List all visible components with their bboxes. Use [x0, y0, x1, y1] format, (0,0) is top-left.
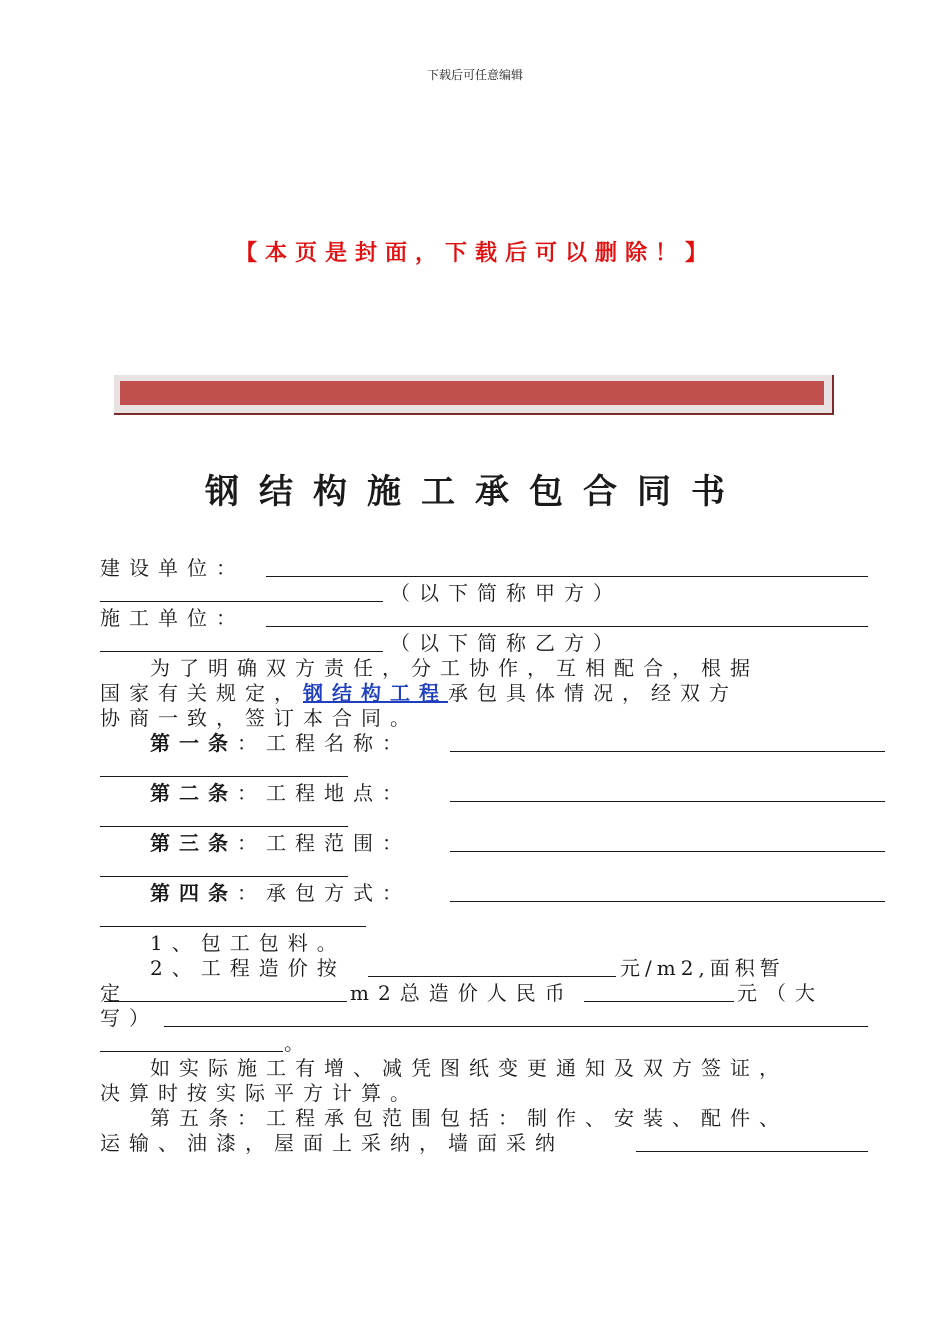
- title-banner-fill: [120, 381, 824, 405]
- project-name-blank: [450, 751, 885, 752]
- cover-note: 【本页是封面，下载后可以删除！】: [234, 240, 715, 266]
- builder-label: 建设单位：: [100, 556, 245, 580]
- article-4-label: 第四条: [150, 881, 237, 905]
- area-blank: [104, 1001, 347, 1002]
- item-2-period: 。: [284, 1031, 313, 1055]
- article-1: [150, 730, 411, 756]
- preamble-line-2: [100, 680, 738, 706]
- preamble-line-1: 为了明确双方责任，分工协作，互相配合，根据: [150, 656, 759, 680]
- article-1-label: 第一条: [150, 731, 237, 755]
- preamble-line-3: 协商一致，签订本合同。: [100, 706, 419, 730]
- article-3-label: 第三条: [150, 831, 237, 855]
- project-location-blank-cont: [100, 826, 348, 827]
- party-b-note: （以下简称乙方）: [390, 631, 622, 655]
- article-1-text: ：工程名称：: [237, 731, 411, 755]
- amount-words-blank: [164, 1026, 868, 1027]
- project-scope-blank: [450, 851, 885, 852]
- document-title: 钢结构施工承包合同书: [205, 472, 745, 512]
- preamble-text-a: 国家有关规定，: [100, 681, 303, 705]
- article-2-label: 第二条: [150, 781, 237, 805]
- article-2-text: ：工程地点：: [237, 781, 411, 805]
- builder-blank: [266, 576, 868, 577]
- article-5-line-1: 第五条：工程承包范围包括：制作、安装、配件、: [150, 1106, 788, 1130]
- contractor-label: 施工单位：: [100, 606, 245, 630]
- article-4-text: ：承包方式：: [237, 881, 411, 905]
- project-location-blank: [450, 801, 885, 802]
- contractor-blank: [266, 626, 868, 627]
- amount-words-blank-cont: [100, 1051, 283, 1052]
- item-2-line3: 写）: [100, 1006, 158, 1030]
- item-2-line2-end: 元（大: [737, 981, 824, 1005]
- builder-blank-cont: [100, 601, 383, 602]
- contract-mode-blank-cont: [100, 926, 366, 927]
- contractor-blank-cont: [100, 651, 383, 652]
- project-name-blank-cont: [100, 776, 348, 777]
- preamble-text-b: 承包具体情况，经双方: [448, 681, 738, 705]
- wall-material-blank: [636, 1151, 868, 1152]
- steel-structure-link[interactable]: 钢结构工程: [303, 681, 448, 705]
- item-2-line2-start: 定: [100, 981, 129, 1005]
- item-1: 1、包工包料。: [150, 931, 346, 955]
- article-3-text: ：工程范围：: [237, 831, 411, 855]
- adjustment-line-1: 如实际施工有增、减凭图纸变更通知及双方签证，: [150, 1056, 788, 1080]
- adjustment-line-2: 决算时按实际平方计算。: [100, 1081, 419, 1105]
- total-price-blank: [584, 1001, 734, 1002]
- page-header: 下载后可任意编辑: [426, 68, 523, 82]
- title-banner: [114, 375, 834, 415]
- contract-mode-blank: [450, 901, 885, 902]
- article-2: [150, 780, 411, 806]
- item-2-start: 2、工程造价按: [150, 956, 346, 980]
- article-4: [150, 880, 411, 906]
- unit-price-blank: [368, 976, 616, 977]
- item-2-end: 元/m2,面积暂: [620, 956, 785, 980]
- project-scope-blank-cont: [100, 876, 348, 877]
- article-3: [150, 830, 411, 856]
- party-a-note: （以下简称甲方）: [390, 581, 622, 605]
- article-5-line-2: 运输、油漆，屋面上采纳，墙面采纳: [100, 1131, 564, 1155]
- item-2-line2-mid: m2总造价人民币: [350, 981, 574, 1005]
